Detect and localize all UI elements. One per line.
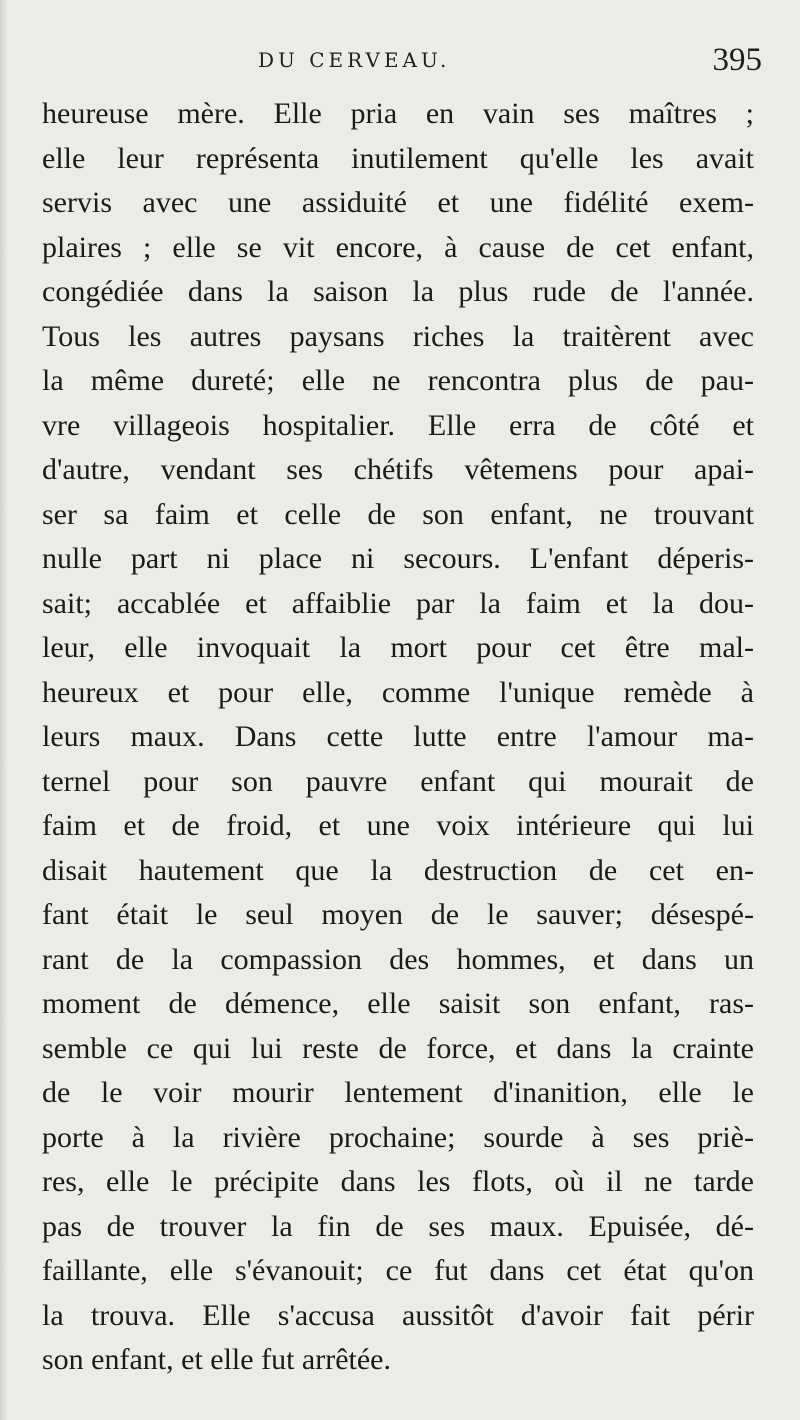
text-line: res, elle le précipite dans les flots, où il ne tarde: [42, 1165, 754, 1198]
text-line: fant était le seul moyen de le sauver; désespé-: [42, 898, 754, 931]
text-line: vre villageois hospitalier. Elle erra de côté et: [42, 408, 754, 442]
text-line-last: son enfant, et elle fut arrêtée.: [42, 1343, 391, 1376]
text-line: disait hautement que la destruction de cet en-: [42, 853, 754, 887]
page-edge-shadow: [0, 0, 8, 1420]
text-line: servis avec une assiduité et une fidélité exem-: [42, 186, 754, 219]
text-line: plaires ; elle se vit encore, à cause de cet enfant,: [42, 230, 754, 264]
text-line: pas de trouver la fin de ses maux. Epuisée, dé-: [42, 1209, 754, 1243]
text-line: ser sa faim et celle de son enfant, ne trouvant: [42, 497, 754, 531]
text-line: elle leur représenta inutilement qu'elle les avait: [42, 141, 754, 175]
text-line: la trouva. Elle s'accusa aussitôt d'avoir fait périr: [42, 1298, 754, 1332]
running-head: DU CERVEAU.: [258, 48, 451, 72]
text-line: leur, elle invoquait la mort pour cet être mal-: [42, 631, 754, 664]
text-line: de le voir mourir lentement d'inanition, elle le: [42, 1076, 754, 1109]
text-line: sait; accablée et affaiblie par la faim et la dou-: [42, 586, 754, 620]
text-line: nulle part ni place ni secours. L'enfant déperis-: [42, 542, 754, 575]
text-line: ternel pour son pauvre enfant qui mourait de: [42, 764, 754, 798]
page-header: [0, 42, 800, 82]
text-line: semble ce qui lui reste de force, et dans la crainte: [42, 1031, 754, 1065]
page-number: 395: [712, 42, 762, 78]
text-line: heureux et pour elle, comme l'unique remède à: [42, 675, 754, 709]
body-text: [42, 92, 754, 1383]
text-line: rant de la compassion des hommes, et dans un: [42, 942, 754, 976]
text-line: leurs maux. Dans cette lutte entre l'amour ma-: [42, 720, 754, 753]
text-line: moment de démence, elle saisit son enfant, ras-: [42, 987, 754, 1020]
text-line: heureuse mère. Elle pria en vain ses maîtres ;: [42, 97, 754, 130]
text-line: congédiée dans la saison la plus rude de l'année.: [42, 275, 754, 308]
text-line: porte à la rivière prochaine; sourde à ses priè-: [42, 1120, 754, 1154]
text-line: faim et de froid, et une voix intérieure qui lui: [42, 809, 754, 842]
text-line: d'autre, vendant ses chétifs vêtemens pour apai-: [42, 453, 754, 486]
text-line: Tous les autres paysans riches la traitèrent avec: [42, 319, 754, 353]
text-line: la même dureté; elle ne rencontra plus de pau-: [42, 364, 754, 397]
text-line: faillante, elle s'évanouit; ce fut dans cet état qu'on: [42, 1254, 754, 1287]
